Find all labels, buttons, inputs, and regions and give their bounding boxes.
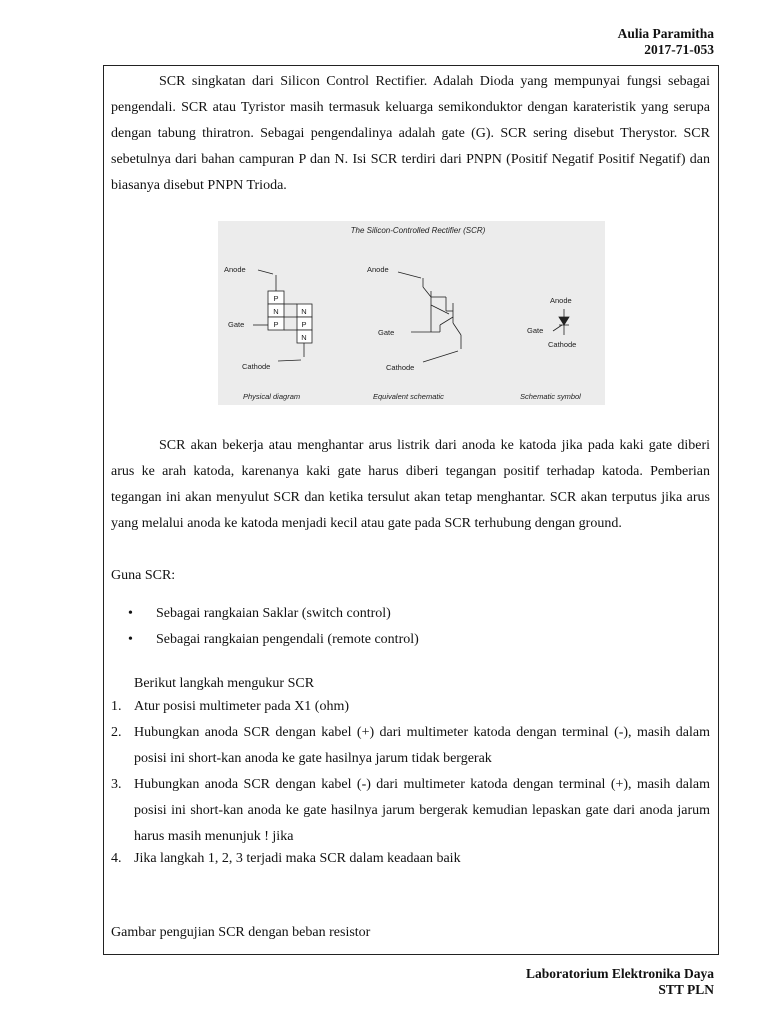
step-number: 3. [111,777,122,792]
layer-n2: N [301,307,307,316]
step-number: 4. [111,851,122,866]
student-id: 2017-71-053 [644,42,714,57]
page-footer [526,966,714,998]
step-3 [111,772,710,850]
step-number: 2. [111,725,122,740]
uses-heading: Guna SCR: [111,568,176,583]
steps-intro: Berikut langkah mengukur SCR [134,676,315,691]
equivalent-cathode-label: Cathode [386,363,415,372]
layer-p1: P [273,294,279,303]
layer-p3: P [301,320,307,329]
uses-bullet-1 [128,601,708,627]
scr-diagram [218,221,605,405]
intro-paragraph: SCR singkatan dari Silicon Control Rectifier. Adalah Dioda yang mempunyai fungsi sebagai pengendali. SCR atau Tyristor masih termasuk keluarga semikonduktor dengan karateristik yang serupa dengan tabung thiratron. Sebagai pengendalinya adalah gate (G). SCR sering disebut Therystor. SCR sebetulnya dari bahan campuran P dan N. Isi SCR terdiri dari PNPN (Positif Negatif Positif Negatif) dan biasanya disebut PNPN Trioda. [111,74,710,193]
step-text: Jika langkah 1, 2, 3 terjadi maka SCR dalam keadaan baik [134,851,461,866]
step-1 [111,694,710,720]
equivalent-schematic [398,272,461,362]
bullet-icon: • [128,606,133,621]
equivalent-gate-label: Gate [378,328,395,337]
layer-p2: P [273,320,279,329]
bullet-icon: • [128,632,133,647]
physical-caption: Physical diagram [243,392,301,401]
author-name: Aulia Paramitha [617,26,714,41]
scr-figure [218,221,605,405]
physical-gate-label: Gate [228,320,245,329]
step-text: Hubungkan anoda SCR dengan kabel (+) dari multimeter katoda dengan terminal (-), masih dalam posisi ini short-kan anoda ke gate hasilnya jarum tidak bergerak [134,725,710,766]
layer-n3: N [301,333,307,342]
school-name: STT PLN [658,982,714,997]
closing-caption: Gambar pengujian SCR dengan beban resistor [111,925,371,940]
physical-anode-label: Anode [224,265,246,274]
step-number: 1. [111,699,122,714]
figure-title: The Silicon-Controlled Rectifier (SCR) [350,226,486,235]
equivalent-caption: Equivalent schematic [373,392,444,401]
symbol-caption: Schematic symbol [520,392,581,401]
scr-schematic-symbol [553,309,569,335]
page-header [618,26,714,58]
lab-name: Laboratorium Elektronika Daya [525,966,714,981]
step-text: Atur posisi multimeter pada X1 (ohm) [134,699,350,714]
equivalent-anode-label: Anode [367,265,389,274]
step-2 [111,720,710,772]
step-4 [111,846,710,872]
operation-paragraph: SCR akan bekerja atau menghantar arus listrik dari anoda ke katoda jika pada kaki gate diberi arus ke arah katoda, karenanya kaki gate harus diberi tegangan positif terhadap katoda. Pemberian tegangan ini akan menyulut SCR dan ketika tersulut akan tetap menghantar. SCR akan terputus jika arus yang melalui anoda ke katoda menjadi kecil atau gate pada SCR terhubung dengan ground. [111,438,710,531]
use-text: Sebagai rangkaian Saklar (switch control) [156,606,391,621]
step-text: Hubungkan anoda SCR dengan kabel (-) dari multimeter katoda dengan terminal (+), masih dalam posisi ini short-kan anoda ke gate hasilnya jarum bergerak kemudian lepaskan gate dari anoda jarum harus masih menunjuk ! jika [134,777,710,844]
symbol-gate-label: Gate [527,326,544,335]
symbol-anode-label: Anode [550,296,572,305]
uses-bullet-2 [128,627,708,653]
content-frame [103,65,719,955]
layer-n1: N [273,307,279,316]
physical-cathode-label: Cathode [242,362,271,371]
symbol-cathode-label: Cathode [548,340,577,349]
use-text: Sebagai rangkaian pengendali (remote control) [156,632,419,647]
